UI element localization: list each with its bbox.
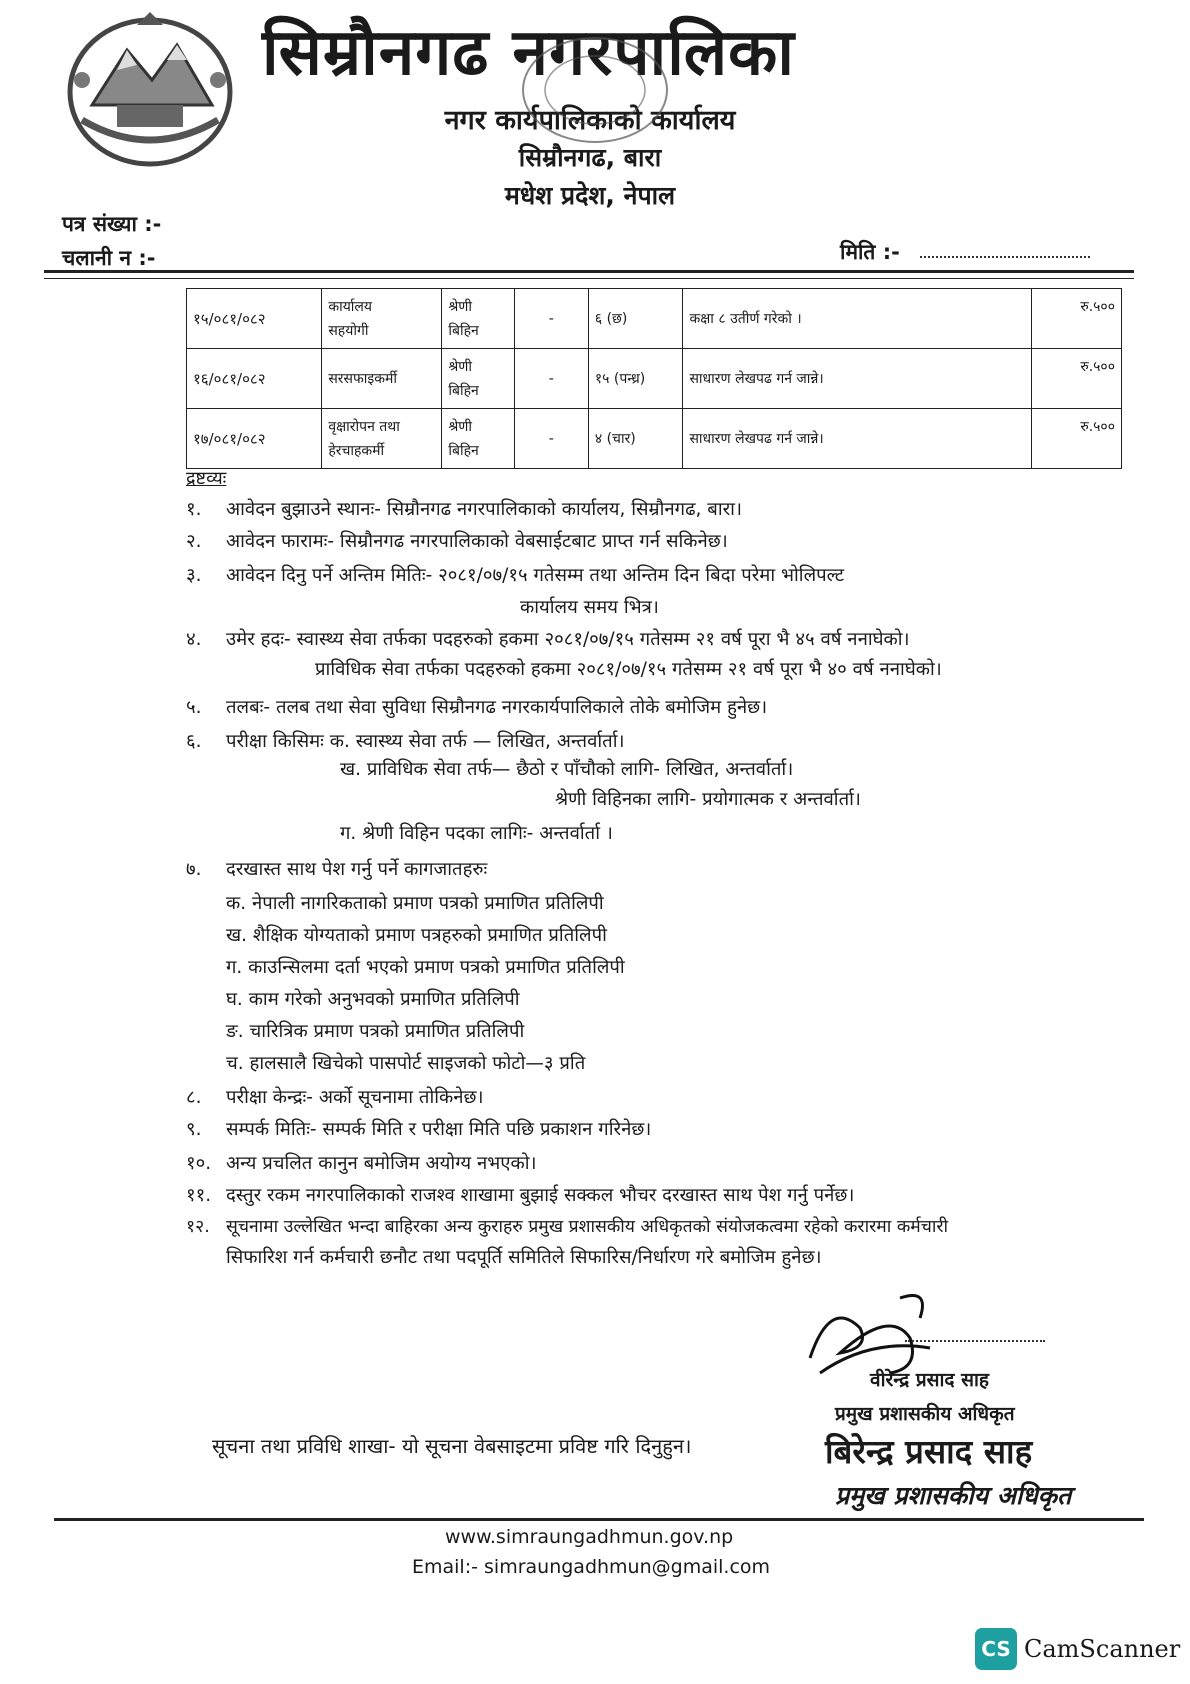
note-3: ३. आवेदन दिनु पर्ने अन्तिम मितिः- २०८१/०७/१५ गतेसम्म तथा अन्तिम दिन बिदा परेमा भोलिपल्ट — [186, 565, 845, 586]
post-level: - — [514, 289, 588, 349]
note-11: ११. दस्तुर रकम नगरपालिकाको राजश्व शाखामा बुझाई सक्कल भौचर दरखास्त साथ पेश गर्नु पर्नेछ। — [186, 1185, 855, 1206]
table-row — [187, 349, 1122, 409]
date-label: मिति :- — [840, 240, 900, 264]
municipality-title: सिम्रौनगढ नगरपालिका — [262, 16, 795, 90]
post-class: श्रेणी बिहिन — [442, 289, 514, 349]
letter-no-label: पत्र संख्या :- — [62, 212, 162, 236]
note-5: ५. तलबः- तलब तथा सेवा सुविधा सिम्रौनगढ नगरकार्यपालिकाले तोके बमोजिम हुनेछ। — [186, 697, 768, 718]
note-4-cont: प्राविधिक सेवा तर्फका पदहरुको हकमा २०८१/०७/१५ गतेसम्म २१ वर्ष पूरा भै ४० वर्ष ननाघेको। — [315, 659, 942, 680]
posts-table — [186, 288, 1122, 469]
signature-stamp-designation: प्रमुख प्रशासकीय अधिकृत — [835, 1481, 1072, 1510]
post-name: वृक्षारोपन तथा हेरचाहकर्मी — [322, 409, 442, 469]
document-item: घ. काम गरेको अनुभवको प्रमाणित प्रतिलिपी — [226, 989, 520, 1010]
document-item: ख. शैक्षिक योग्यताको प्रमाण पत्रहरुको प्रमाणित प्रतिलिपी — [226, 925, 607, 946]
document-item: ङ. चारित्रिक प्रमाण पत्रको प्रमाणित प्रतिलिपी — [226, 1021, 525, 1042]
note-9: ९. सम्पर्क मितिः- सम्पर्क मिति र परीक्षा मिति पछि प्रकाशन गरिनेछ। — [186, 1119, 652, 1140]
website-link[interactable]: www.simraungadhmun.gov.np — [445, 1526, 734, 1548]
post-qualification: साधारण लेखपढ गर्न जान्ने। — [683, 349, 1032, 409]
address-line2: मधेश प्रदेश, नेपाल — [504, 181, 676, 210]
note-1: १. आवेदन बुझाउने स्थानः- सिम्रौनगढ नगरपालिकाको कार्यालय, सिम्रौनगढ, बारा। — [186, 499, 742, 520]
note-3-cont: कार्यालय समय भित्र। — [520, 597, 659, 618]
post-level: - — [514, 409, 588, 469]
note-10: १०. अन्य प्रचलित कानुन बमोजिम अयोग्य नभएको। — [186, 1153, 537, 1174]
note-12-cont: सिफारिश गर्न कर्मचारी छनौट तथा पदपूर्ति समितिले सिफारिस/निर्धारण गरे बमोजिम हुनेछ। — [226, 1247, 822, 1268]
document-item: क. नेपाली नागरिकताको प्रमाण पत्रको प्रमाणित प्रतिलिपी — [226, 893, 604, 914]
post-level: - — [514, 349, 588, 409]
post-code: १६/०८१/०८२ — [187, 349, 322, 409]
post-fee: रु.५०० — [1032, 289, 1122, 349]
note-12: १२. सूचनामा उल्लेखित भन्दा बाहिरका अन्य कुराहरु प्रमुख प्रशासकीय अधिकृतको संयोजकत्वमा रहेको करारमा कर्मचारी — [186, 1217, 949, 1237]
signatory-name: वीरेन्द्र प्रसाद साह — [870, 1369, 989, 1391]
table-row — [187, 289, 1122, 349]
note-7: ७. दरखास्त साथ पेश गर्नु पर्ने कागजातहरुः — [186, 859, 488, 880]
office-stamp — [515, 30, 675, 150]
post-fee: रु.५०० — [1032, 349, 1122, 409]
note-4: ४. उमेर हदः- स्वास्थ्य सेवा तर्फका पदहरुको हकमा २०८१/०७/१५ गतेसम्म २१ वर्ष पूरा भै ४५ वर्ष ननाघेको। — [186, 629, 910, 650]
it-section-note: सूचना तथा प्रविधि शाखा- यो सूचना वेबसाइटमा प्रविष्ट गरि दिनुहुन। — [212, 1434, 692, 1458]
note-6-kha: ख. प्राविधिक सेवा तर्फ— छैठो र पाँचौको लागि- लिखित, अन्तर्वार्ता। — [340, 759, 794, 780]
note-6: ६. परीक्षा किसिमः क. स्वास्थ्य सेवा तर्फ — लिखित, अन्तर्वार्ता। — [186, 731, 625, 752]
date-blank — [920, 256, 1090, 258]
post-code: १५/०८१/०८२ — [187, 289, 322, 349]
camscanner-logo-icon: CS — [975, 1628, 1017, 1670]
footer-rule — [54, 1518, 1144, 1521]
post-qualification: कक्षा ८ उतीर्ण गरेको । — [683, 289, 1032, 349]
office-name: नगर कार्यपालिकाको कार्यालय — [444, 105, 736, 136]
table-row — [187, 409, 1122, 469]
notes-title: द्रष्टव्यः — [186, 468, 227, 489]
signatory-designation: प्रमुख प्रशासकीय अधिकृत — [835, 1403, 1015, 1425]
post-name: सरसफाइकर्मी — [322, 349, 442, 409]
note-8: ८. परीक्षा केन्द्रः- अर्को सूचनामा तोकिनेछ। — [186, 1087, 484, 1108]
nepal-emblem-icon — [62, 10, 237, 170]
email-link[interactable]: Email:- simraungadhmun@gmail.com — [412, 1556, 771, 1578]
document-item: च. हालसालै खिचेको पासपोर्ट साइजको फोटो—३ प्रति — [226, 1053, 586, 1074]
signature-line — [905, 1340, 1045, 1342]
post-code: १७/०८१/०८२ — [187, 409, 322, 469]
note-6-kha2: श्रेणी विहिनका लागि- प्रयोगात्मक र अन्तर्वार्ता। — [555, 789, 861, 810]
post-class: श्रेणी बिहिन — [442, 349, 514, 409]
post-count: ४ (चार) — [588, 409, 683, 469]
post-class: श्रेणी बिहिन — [442, 409, 514, 469]
header-rule — [44, 270, 1134, 273]
post-count: ६ (छ) — [588, 289, 683, 349]
note-6-ga: ग. श्रेणी विहिन पदका लागिः- अन्तर्वार्ता । — [340, 823, 613, 844]
post-count: १५ (पन्ध्र) — [588, 349, 683, 409]
dispatch-no-label: चलानी न :- — [62, 246, 156, 270]
document-item: ग. काउन्सिलमा दर्ता भएको प्रमाण पत्रको प्रमाणित प्रतिलिपी — [226, 957, 625, 978]
header-rule-thin — [44, 278, 1134, 279]
post-name: कार्यालय सहयोगी — [322, 289, 442, 349]
note-2: २. आवेदन फारामः- सिम्रौनगढ नगरपालिकाको वेबसाईटबाट प्राप्त गर्न सकिनेछ। — [186, 531, 728, 552]
camscanner-watermark: CamScanner — [1024, 1635, 1181, 1663]
post-qualification: साधारण लेखपढ गर्न जान्ने। — [683, 409, 1032, 469]
signature-stamp-name: बिरेन्द्र प्रसाद साह — [825, 1432, 1033, 1471]
post-fee: रु.५०० — [1032, 409, 1122, 469]
address-line1: सिम्रौनगढ, बारा — [518, 143, 662, 172]
